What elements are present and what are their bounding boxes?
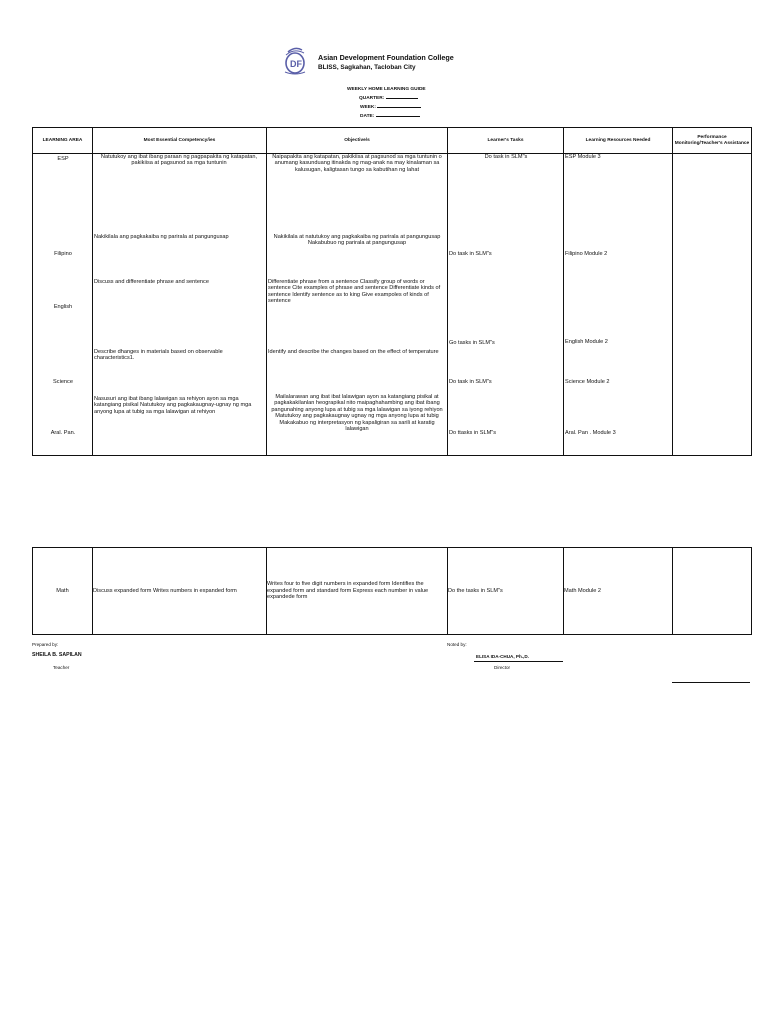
math-table [32,547,752,635]
learning-guide-table [32,127,752,456]
director-signature-line [474,661,563,662]
task-filipino: Do task in SLM"s [449,251,492,257]
school-name: Asian Development Foundation College [318,53,454,62]
objective-science: Identify and describe the changes based on the effect of temperature [268,349,439,355]
task-science: Do task in SLM"s [449,379,492,385]
tasks-cell [448,154,564,456]
table-header-row [33,128,752,154]
competency-filipino: Nakikilala ang pagkakaiba ng parirala at pangungusap [94,234,229,240]
date-line [360,112,426,121]
guide-header [330,86,426,121]
competency-aralpan: Nasusuri ang ibat ibang lalawigan sa rehiyon ayon sa mga katangiang pisikal Natutukoy ang pagkakaugnay-ugnay ng mga anyong lupa at tubig sa mga lalawigan at rehiyon [94,396,252,415]
competency-english: Discuss and differentiate phrase and sentence [94,279,209,285]
week-label: WEEK: [360,105,376,110]
area-science: Science [53,379,73,385]
director-role: Director [494,665,511,670]
quarter-blank [386,94,418,99]
svg-text:DF: DF [290,59,302,69]
competency-esp: Natutukoy ang ibat ibang paraan ng pagpapakita ng katapatan, pakikiisa at pagsunod sa mga tuntunin [100,154,258,167]
resources-cell [564,154,673,456]
objective-english: Differentiate phrase from a sentence Classify group of words or sentence Cite examples of phrase and sentence Differentiate kinds of sentence Identify sentence as to king Give exampoles of kinds of sentence [268,279,441,305]
table-body-row [33,154,752,456]
week-line [360,103,426,112]
header-objectives: Objective/s [267,128,448,154]
task-english: Go tasks in SLM"s [449,340,495,346]
math-monitoring [673,548,752,635]
competency-cell [93,154,267,456]
director-name: ELISA IDA-CHUA, Ph.,D. [476,654,529,659]
monitoring-cell [673,154,752,456]
guide-title: WEEKLY HOME LEARNING GUIDE [347,87,426,92]
area-filipino: Filipino [54,251,72,257]
date-label: DATE: [360,114,375,119]
math-resource: Math Module 2 [564,548,673,635]
resource-filipino: Filipino Module 2 [565,251,608,257]
area-aralpan: Aral. Pan. [50,430,76,436]
header-competency: Most Essential Competency/ies [93,128,267,154]
prepared-by-label: Prepared by: [32,642,59,647]
objective-aralpan: Mailalarawan ang ibat ibat lalawigan ayon sa katangiang pisikal at pagkakakilanlan heograpikal nito maipaghahambing ang ibat ibang pangunahing anyong lupa at tubig sa mga lalawigan sa iyong rehiyon Matutukoy ang pagkakaugnay ugnay ng mga anyong lupa at tubig Makakabuo ng interpretasyon ng kapaligiran sa sarili at karatig lalawigan [271,394,443,433]
task-esp: Do task in SLM"s [484,154,528,160]
signature-line [672,682,750,683]
date-blank [376,112,420,117]
header-resources: Learning Resources Needed [564,128,673,154]
math-task: Do the tasks in SLM"s [448,548,564,635]
math-area: Math [33,548,93,635]
math-row [33,548,752,635]
objective-filipino: Nakikilala at natutukoy ang pagkakaiba ng parirala at pangungusap Nakabubuo ng parirala at pangungusap [273,234,441,247]
objectives-cell [267,154,448,456]
task-aralpan: Do ttasks in SLM"s [449,430,497,436]
teacher-role: Teacher [53,665,70,670]
math-competency: Discuss expanded form Writes numbers in expanded form [93,548,267,635]
school-address: BLISS, Sagkahan, Tacloban City [318,64,416,71]
teacher-name: SHEILA B. SAPILAN [32,652,82,658]
week-blank [377,103,421,108]
resource-english: English Module 2 [565,339,608,345]
resource-science: Science Module 2 [565,379,610,385]
resource-aralpan: Aral. Pan . Module 3 [565,430,616,436]
quarter-line [359,94,426,103]
header-monitoring: Performance Monitoring/Teacher's Assistance [673,128,752,154]
objective-esp: Naipapakita ang katapatan, pakikiisa at pagsunod sa mga tuntunin o anumang kasunduang itinakda ng mag-anak na may kinalaman sa kalusugan, kaligtasan tungo sa kabutihan ng lahat [272,154,442,173]
resource-esp: ESP Module 3 [565,154,601,160]
school-logo-icon [282,45,308,75]
noted-by-label: Noted by: [447,642,467,647]
area-esp: ESP [57,156,69,162]
math-objective: Writes four to five digit numbers in expanded form Identifies the expanded form and standard form Express each number in value expandede form [267,548,448,635]
quarter-label: QUARTER: [359,96,385,101]
learning-area-cell [33,154,93,456]
competency-science: Describe dhanges in materials based on observable characteristics1. [94,349,223,362]
area-english: English [53,304,73,310]
header-learning-area: LEARNING AREA [33,128,93,154]
header-tasks: Learner's Tasks [448,128,564,154]
